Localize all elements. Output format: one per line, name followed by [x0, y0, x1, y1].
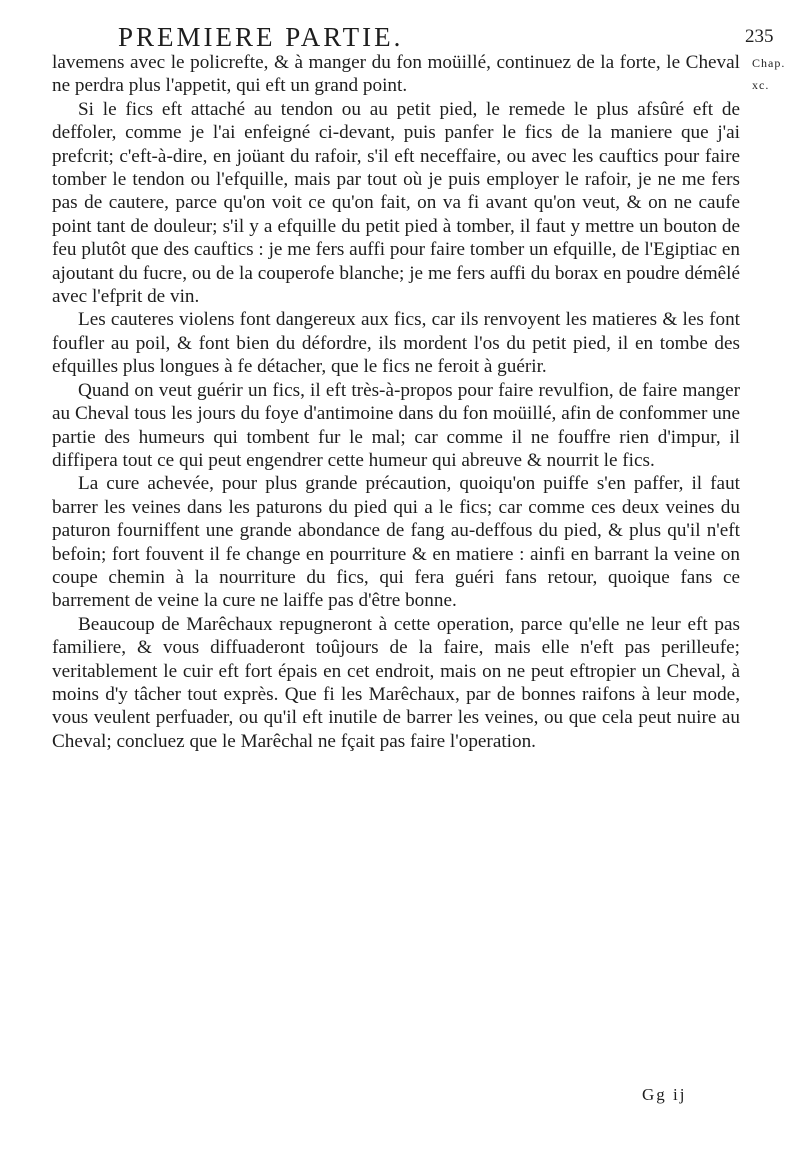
paragraph: Beaucoup de Marêchaux repugneront à cette operation, parce qu'elle ne leur eft pas familiere, & vous diffuaderont toûjours de la faire, mais elle n'eft pas perilleufe; veritablement le cuir eft fort épais en cet endroit, mais on ne peut eftropier un Cheval, à moins d'y tâcher tout exprès. Que fi les Marêchaux, par de bonnes raifons à leur mode, vous veulent perfuader, ou qu'il eft inutile de barrer les veines, ou que cela peut nuire au Cheval; concluez que le Marêchal ne fçait pas faire l'operation.	[52, 613, 740, 752]
chapter-margin-note	[752, 52, 792, 96]
paragraph: Quand on veut guérir un fics, il eft très-à-propos pour faire revulfion, de faire manger au Cheval tous les jours du foye d'antimoine dans du fon moüillé, afin de confommer une partie des humeurs qui tombent fur le mal; car comme il ne fouffre rien d'impur, il diffipera tout ce qui peut engendrer cette humeur qui abreuve & nourrit le fics.	[52, 379, 740, 471]
margin-chapter-number: xc.	[752, 78, 770, 92]
body-text	[52, 51, 740, 753]
paragraph: Si le fics eft attaché au tendon ou au petit pied, le remede le plus afsûré eft de deffoler, comme je l'ai enfeigné ci-devant, puis panfer le fics de la maniere que j'ai prefcrit; c'eft-à-dire, en joüant du rafoir, s'il eft neceffaire, ou avec les cauftics pour faire tomber le tendon ou l'efquille, mais par tout où je puis employer le rafoir, je ne me fers pas de cautere, parce qu'on voit ce qu'on fait, on va fi avant qu'on veut, & on ne caufe point tant de douleur; s'il y a efquille du petit pied à tomber, il faut y mettre un bouton de feu plutôt que des cauftics : je me fers auffi pour faire tomber un efquille, de l'Egiptiac en ajoutant du fucre, ou de la couperofe blanche; je me fers auffi du borax en poudre démêlé avec l'efprit de vin.	[52, 98, 740, 308]
margin-chapter-label: Chap.	[752, 56, 786, 70]
paragraph: La cure achevée, pour plus grande précaution, quoiqu'on puiffe s'en paffer, il faut barrer les veines dans les paturons du pied qui a le fics; car comme ces deux veines du paturon fourniffent une grande abondance de fang au-deffous du pied, & plus qu'il n'eft befoin; fort fouvent il fe change en pourriture & en matiere : ainfi en barrant la veine on coupe chemin à la nourriture du fics, qui fera guéri fans retour, quoique fans ce barrement de veine la cure ne laiffe pas d'être bonne.	[52, 473, 740, 612]
paragraph: Les cauteres violens font dangereux aux fics, car ils renvoyent les matieres & les font foufler au poil, & font bien du défordre, ils mordent l'os du petit pied, il en tombe des efquilles plus longues à fe détacher, que le fics ne feroit à guérir.	[52, 309, 740, 378]
paragraph: lavemens avec le policrefte, & à manger du fon moüillé, continuez de la forte, le Cheval ne perdra plus l'appetit, qui eft un grand point.	[52, 52, 740, 97]
running-title: PREMIERE PARTIE.	[118, 22, 404, 52]
signature-mark: Gg ij	[642, 1085, 687, 1104]
page-number: 235	[745, 26, 774, 47]
